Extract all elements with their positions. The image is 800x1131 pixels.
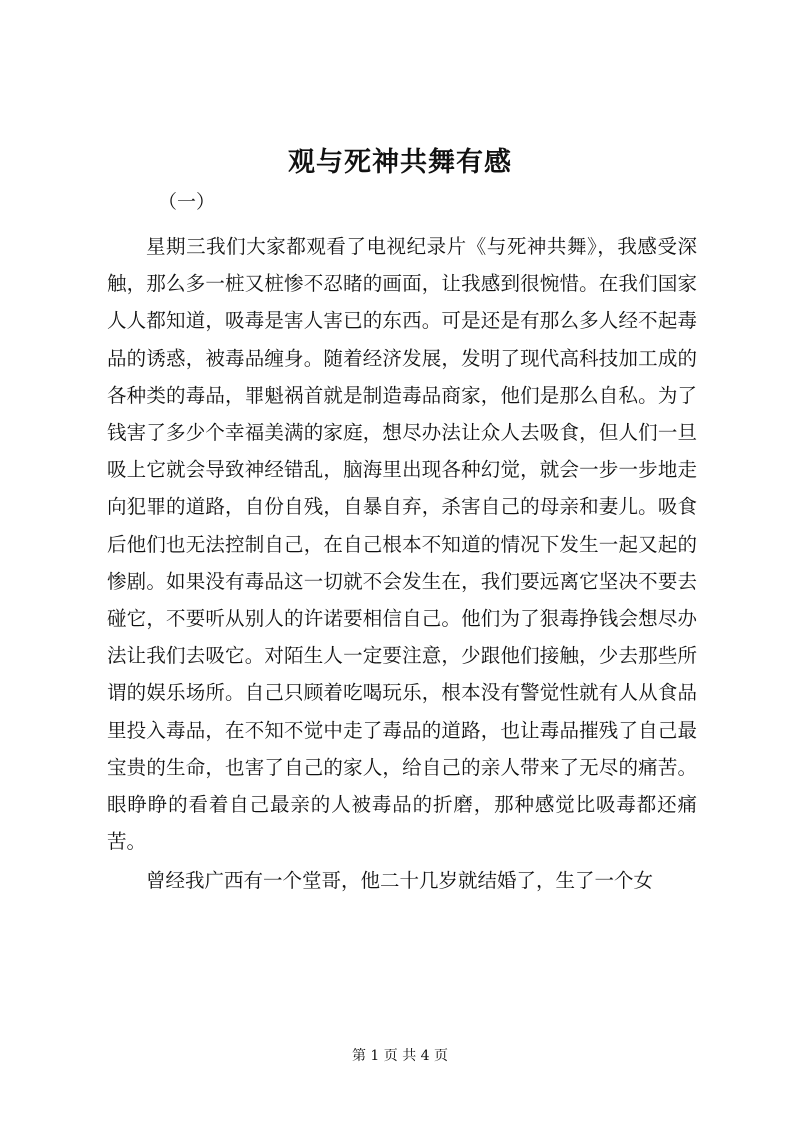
section-label: （一）	[158, 191, 216, 213]
paragraph: 曾经我广西有一个堂哥，他二十几岁就结婚了，生了一个女	[146, 869, 654, 893]
document-title: 观与死神共舞有感	[288, 147, 512, 178]
paragraph: 星期三我们大家都观看了电视纪录片《与死神共舞》，我感受深触，那么多一桩又桩惨不忍睹的画面，让我感到很惋惜。在我们国家人人都知道，吸毒是害人害已的东西。可是还是有那么多人经不起毒品的诱惑，被毒品缠身。随着经济发展，发明了现代高科技加工成的各种类的毒品，罪魁祸首就是制造毒品商家，他们是那么自私。为了钱害了多少个幸福美满的家庭，想尽办法让众人去吸食，但人们一旦吸上它就会导致神经错乱，脑海里出现各种幻觉，就会一步一步地走向犯罪的道路，自份自残，自暴自弃，杀害自己的母亲和妻儿。吸食后他们也无法控制自己，在自己根本不知道的情况下发生一起又起的惨剧。如果没有毒品这一切就不会发生在，我们要远离它坚决不要去碰它，不要听从别人的许诺要相信自己。他们为了狠毒挣钱会想尽办法让我们去吸它。对陌生人一定要注意，少跟他们接触，少去那些所谓的娱乐场所。自己只顾着吃喝玩乐，根本没有警觉性就有人从食品里投入毒品，在不知不觉中走了毒品的道路，也让毒品摧残了自己最宝贵的生命，也害了自己的家人，给自己的亲人带来了无尽的痛苦。眼睁睁的看着自己最亲的人被毒品的折磨，那种感觉比吸毒都还痛苦。	[107, 235, 697, 854]
document-body	[107, 228, 697, 900]
page-footer: 第 1 页 共 4 页	[351, 1048, 449, 1064]
